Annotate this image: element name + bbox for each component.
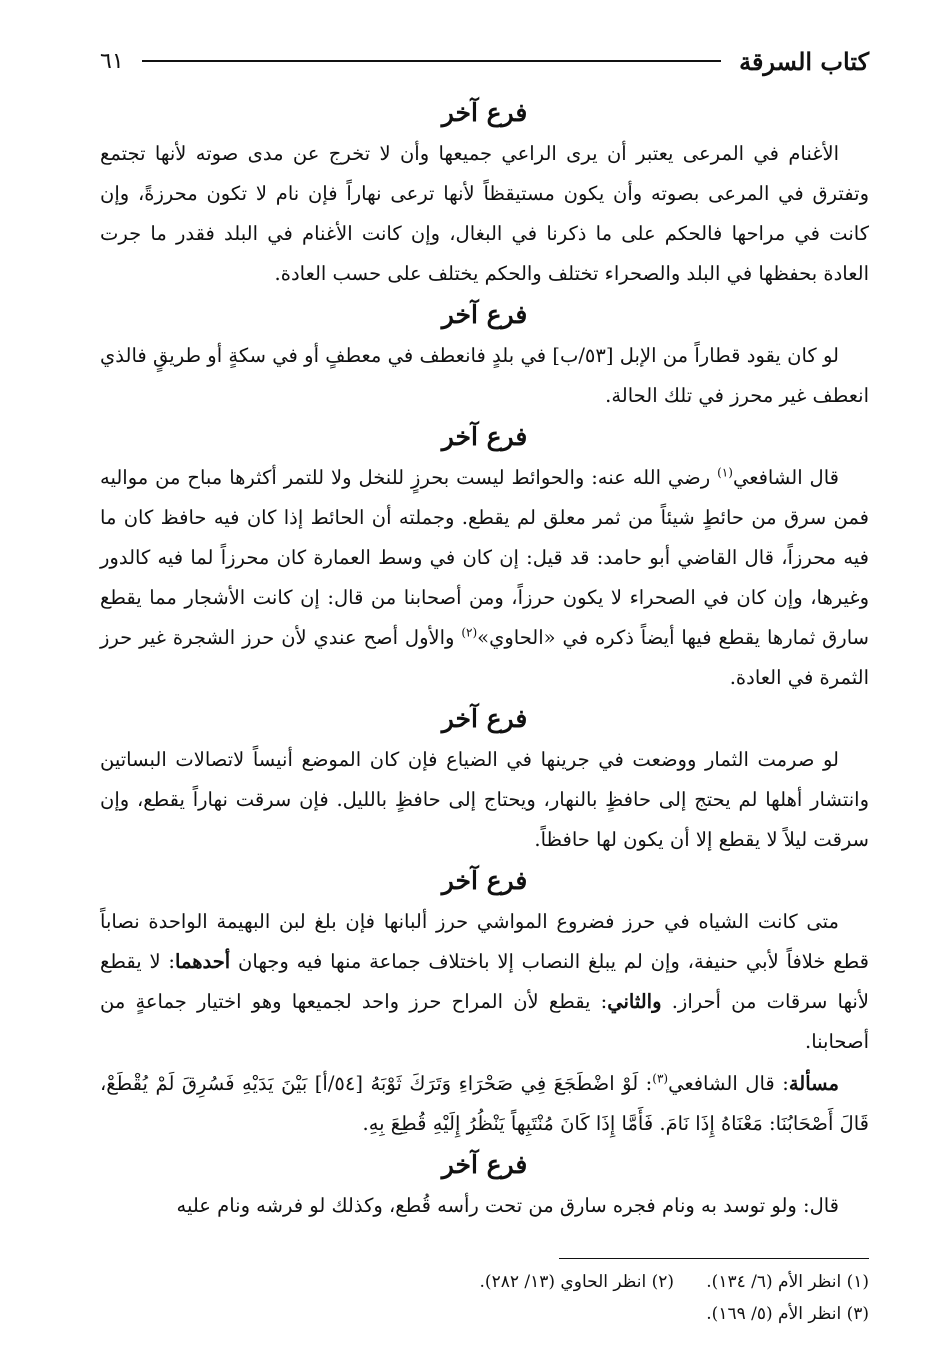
paragraph-text: رضي الله عنه: والحوائط ليست بحرزٍ للنخل ولا للتمر أكثرها مباح من مواليه فمن سرق من حائطٍ شيئاً من ثمر معلق لم يقطع. وجملته أن الحائط إذا كان فيه حافظ كان ما فيه محرزاً، قال القاضي أبو حامد: قد قيل: إن كان في وسط العمارة كان محرزاً لما فيه كالدور وغيرها، وإن كان في الصحراء لا يكون حرزاً، ومن أصحابنا من قال: إن كانت الأشجار مما يقطع سارق ثمارها يقطع فيها أيضاً ذكره في «الحاوي» <box>100 466 869 649</box>
paragraph-text: والأول أصح عندي لأن حرز الشجرة غير حرز الثمرة في العادة. <box>100 626 869 689</box>
bold-term: أحدهما <box>175 950 231 973</box>
paragraph-text: : قال الشافعي <box>668 1072 789 1095</box>
section-paragraph <box>100 902 869 1062</box>
bold-term: مسألة <box>788 1072 839 1095</box>
paragraph-text: : لَوْ اضْطَجَعَ فِي صَحْرَاءِ وَتَرَكَ ثَوْبَهُ [٥٤/أ] بَيْنَ يَدَيْهِ فَسُرِقَ لَمْ يُقْطَعْ، قَالَ أَصْحَابُنَا: مَعْنَاهُ إِذَا نَامَ. فَأَمَّا إِذَا كَانَ مُنْتَبِهاً يَنْظُرُ إِلَيْهِ قُطِعَ بِهِ. <box>100 1072 869 1135</box>
footnote-row <box>100 1266 869 1298</box>
section-heading: فرع آخر <box>441 866 528 895</box>
footnote-ref: (٣) <box>652 1071 669 1086</box>
section-heading: فرع آخر <box>441 98 528 127</box>
page-header <box>100 46 869 76</box>
section-paragraph: لو صرمت الثمار ووضعت في جرينها في الضياع فإن كان الموضع أنيساً لاتصالات البساتين وانتشار أهلها لم يحتج إلى حافظٍ بالنهار، ويحتاج إلى حافظٍ بالليل. فإن سرقت نهاراً يقطع، وإن سرقت ليلاً لا يقطع إلا أن يكون لها حافظاً. <box>100 748 869 851</box>
paragraph-text: قال الشافعي <box>732 466 839 489</box>
footnote-item: (١) انظر الأم (٦/ ١٣٤). <box>706 1272 869 1292</box>
chapter-title: كتاب السرقة <box>739 46 869 76</box>
masala-paragraph <box>100 1064 869 1144</box>
footnote-item: (٣) انظر الأم (٥/ ١٦٩). <box>706 1304 869 1324</box>
footnote-item: (٢) انظر الحاوي (١٣/ ٢٨٢). <box>479 1272 674 1292</box>
header-rule <box>142 60 721 62</box>
bold-term: والثاني <box>607 990 662 1013</box>
footnote-ref: (٢) <box>461 625 478 640</box>
footnote-ref: (١) <box>717 465 733 480</box>
footnote-row <box>100 1298 869 1330</box>
section-heading: فرع آخر <box>441 300 528 329</box>
section-paragraph: قال: ولو توسد به ونام فجره سارق من تحت رأسه قُطع، وكذلك لو فرشه ونام عليه <box>176 1194 839 1217</box>
section-paragraph <box>100 458 869 698</box>
page-number: ٦١ <box>100 48 124 74</box>
section-paragraph: لو كان يقود قطاراً من الإبل [٥٣/ب] في بلدٍ فانعطف في معطفٍ أو في سكةٍ أو طريقٍ فالذي انعطف غير محرز في تلك الحالة. <box>100 344 869 407</box>
section-heading: فرع آخر <box>441 704 528 733</box>
paragraph-text: متى كانت الشياه في حرز فضروع المواشي حرز ألبانها فإن بلغ لبن البهيمة الواحدة نصاباً قطع خلافاً لأبي حنيفة، وإن لم يبلغ النصاب إلا باختلاف جماعة منها فيه وجهان <box>100 910 870 973</box>
paragraph-text: : يقطع لأن المراح حرز واحد لجميعها وهو اختيار جماعةٍ من أصحابنا. <box>100 990 869 1053</box>
page-body <box>100 92 869 1226</box>
section-heading: فرع آخر <box>441 422 528 451</box>
footnote-divider <box>559 1258 869 1259</box>
footnotes <box>100 1266 869 1330</box>
section-paragraph: الأغنام في المرعى يعتبر أن يرى الراعي جميعها وأن لا تخرج عن مدى صوته لأنها تجتمع وتفترق في المرعى بصوته وأن يكون مستيقظاً لأنها ترعى نهاراً فإن نام لا تكون محرزةً، وإن كانت في مراحها فالحكم على ما ذكرنا في البغال، وإن كانت الأغنام في البلد فقدر ما جرت العادة بحفظها في البلد والصحراء تختلف والحكم يختلف على حسب العادة. <box>100 142 869 285</box>
paragraph-text: : لا يقطع لأنها سرقات من أحراز. <box>100 950 869 1013</box>
section-heading: فرع آخر <box>441 1150 528 1179</box>
